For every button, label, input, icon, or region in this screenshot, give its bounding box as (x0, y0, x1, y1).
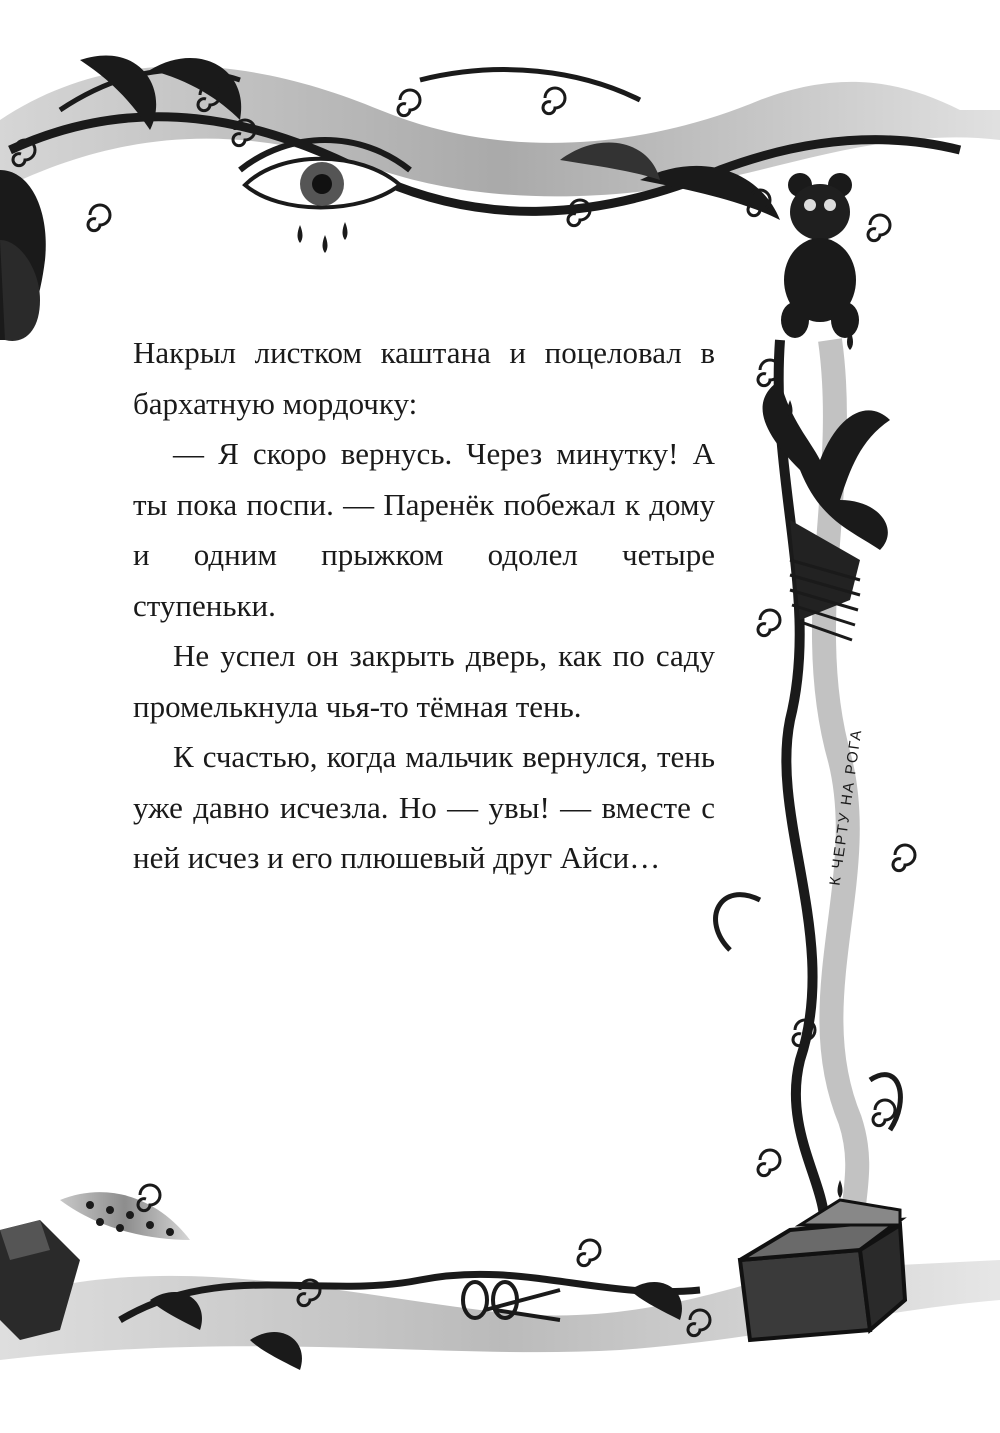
eye-drawing (240, 140, 410, 253)
right-vine-column (716, 340, 915, 1250)
story-text (133, 328, 715, 884)
top-vine-band (0, 55, 1000, 240)
story-paragraph: К счастью, когда мальчик вернулся, тень уже давно исчезла. Но — увы! — вместе с ней исчез и его плюшевый друг Айси… (133, 739, 715, 875)
top-left-shapes (0, 170, 46, 341)
teddy-bear-drawing (781, 173, 859, 350)
story-paragraph: Накрыл листком каштана и поцеловал в бархатную мордочку: (133, 335, 715, 421)
story-paragraph: — Я скоро вернусь. Через минутку! А ты пока поспи. — Паренёк побежал к дому и одним прыжком одолел четыре ступеньки. (133, 436, 715, 623)
story-paragraph: Не успел он закрыть дверь, как по саду промелькнула чья-то тёмная тень. (133, 638, 715, 724)
open-chest-drawing (740, 1200, 905, 1340)
ribbon-title: К ЧЕРТУ НА РОГА (826, 727, 866, 887)
